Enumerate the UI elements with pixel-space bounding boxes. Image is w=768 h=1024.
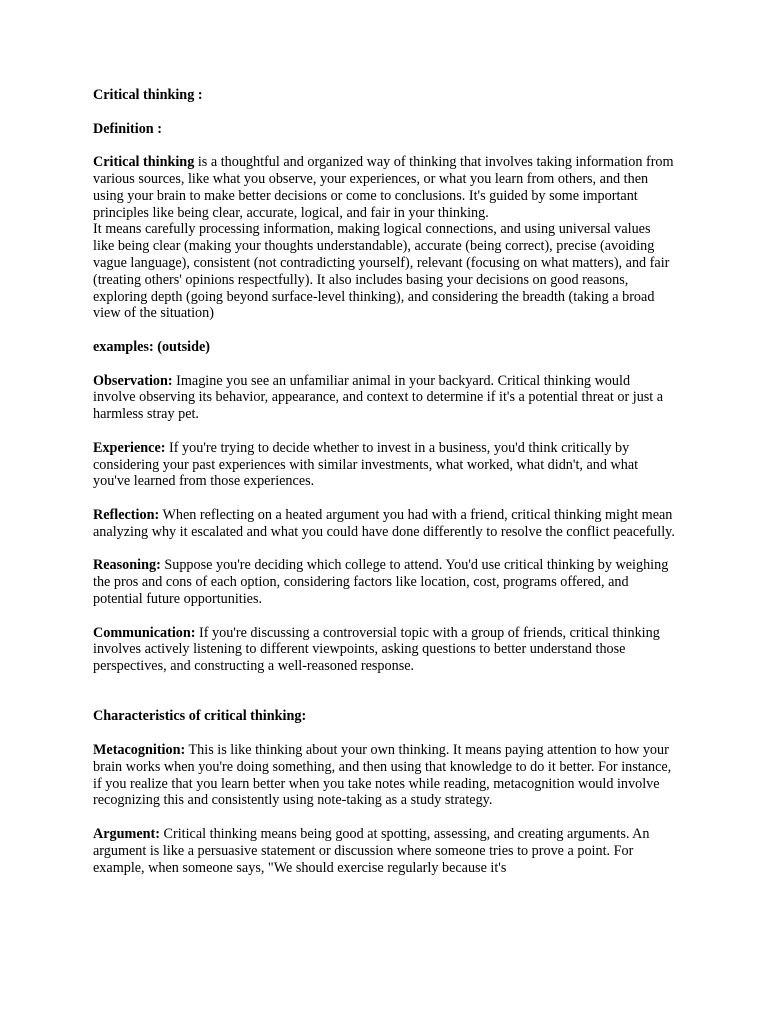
definition-paragraph-2: It means carefully processing information, making logical connections, and using universal values like being clear (making your thoughts understandable), accurate (being correct), precise (avoiding vague language), consistent (not contradicting yourself), relevant (focusing on what matters), and fair (treating others' opinions respectfully). It also includes basing your decisions on good reasons, exploring depth (going beyond surface-level thinking), and considering the breadth (taking a broad view of the situation) [93, 221, 670, 322]
example-term: Observation: [93, 372, 173, 389]
characteristics-heading: Characteristics of critical thinking: [93, 708, 307, 725]
example-experience [93, 440, 675, 490]
characteristic-text: Critical thinking means being good at spotting, assessing, and creating arguments. An argument is like a persuasive statement or discussion where someone tries to prove a point. For example, when someone says, "We should exercise regularly because it's [93, 826, 650, 876]
definition-text: is a thoughtful and organized way of thinking that involves taking information from various sources, like what you observe, your experiences, or what you learn from others, and then using your brain to make better decisions or come to conclusions. It's guided by some important principles like being clear, accurate, logical, and fair in your thinking. [93, 154, 674, 221]
example-communication [93, 625, 675, 675]
example-observation [93, 373, 675, 423]
examples-heading: examples: (outside) [93, 338, 211, 355]
document-title: Critical thinking : [93, 87, 203, 103]
example-text: Imagine you see an unfamiliar animal in your backyard. Critical thinking would involve observing its behavior, appearance, and context to determine if it's a potential threat or just a harmless stray pet. [93, 372, 664, 423]
characteristic-metacognition [93, 742, 675, 809]
example-text: Suppose you're deciding which college to attend. You'd use critical thinking by weighing the pros and cons of each option, considering factors like location, cost, programs offered, and potential future opportunities. [93, 557, 669, 607]
example-reflection [93, 507, 675, 541]
example-text: If you're discussing a controversial topic with a group of friends, critical thinking involves actively listening to different viewpoints, asking questions to better understand those perspectives, and constructing a well-reasoned response. [93, 624, 660, 675]
example-text: If you're trying to decide whether to invest in a business, you'd think critically by considering your past experiences with similar investments, what worked, what didn't, and what you've learned from those experiences. [93, 439, 639, 490]
example-term: Experience: [93, 439, 166, 456]
definition-heading: Definition : [93, 120, 162, 137]
example-term: Communication: [93, 624, 196, 641]
characteristic-term: Metacognition: [93, 742, 186, 759]
characteristic-argument [93, 826, 675, 876]
definition-paragraph [93, 154, 675, 221]
definition-lead: Critical thinking [93, 154, 195, 171]
characteristic-text: This is like thinking about your own thinking. It means paying attention to how your brain works when you're doing something, and then using that knowledge to do it better. For instance, if you realize that you learn better when you take notes while reading, metacognition would involve recognizing this and consistently using note-taking as a study strategy. [93, 742, 672, 809]
example-term: Reasoning: [93, 557, 161, 574]
example-text: When reflecting on a heated argument you had with a friend, critical thinking might mean analyzing why it escalated and what you could have done differently to resolve the conflict peacefully. [93, 506, 675, 540]
example-reasoning [93, 557, 675, 607]
example-term: Reflection: [93, 506, 160, 523]
characteristic-term: Argument: [93, 826, 160, 843]
